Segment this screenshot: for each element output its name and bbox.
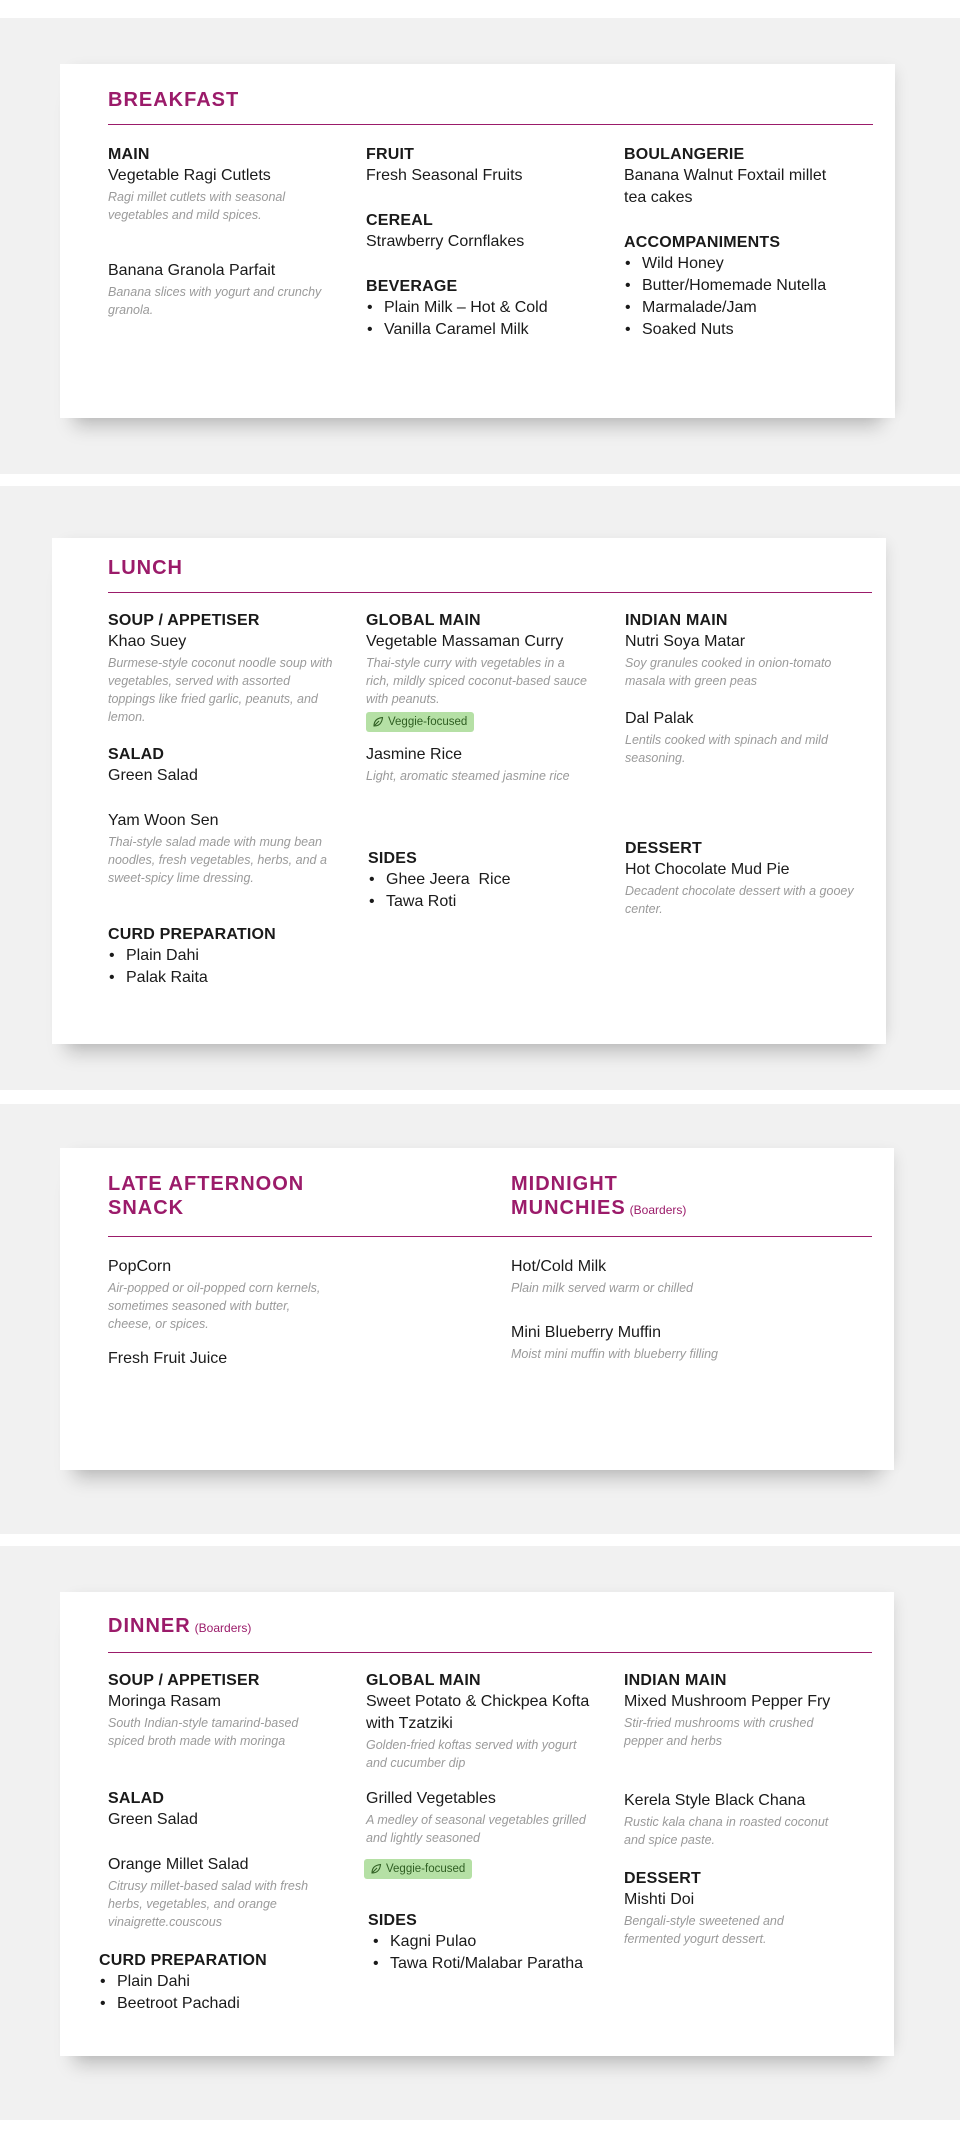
sides-list	[368, 869, 600, 913]
list-item: • Butter/Homemade Nutella	[624, 275, 849, 297]
dinner-soup-section	[108, 1670, 338, 1750]
breakfast-card	[60, 64, 895, 418]
badge-wrap	[366, 712, 598, 733]
menu-item-name: Nutri Soya Matar	[625, 633, 746, 650]
lunch-global-main-section	[366, 610, 598, 733]
dinner-subtitle: (Boarders)	[194, 1621, 252, 1635]
lunch-yam-woon-sen	[108, 810, 338, 887]
dinner-indian-main-section	[624, 1670, 850, 1750]
dinner-global-main-section	[366, 1670, 596, 1772]
menu-item-name: Banana Granola Parfait	[108, 262, 276, 279]
list-item: • Palak Raita	[108, 967, 338, 989]
menu-item-name: Mishti Doi	[624, 1891, 695, 1908]
section-heading: GLOBAL MAIN	[366, 1672, 481, 1689]
section-heading: SALAD	[108, 746, 165, 763]
menu-item-desc: Air-popped or oil-popped corn kernels, sometimes seasoned with butter, cheese, or spices.	[108, 1281, 321, 1331]
menu-item-name: Vegetable Ragi Cutlets	[108, 167, 271, 184]
menu-item-desc: Thai-style salad made with mung bean noodles, fresh vegetables, herbs, and a sweet-spicy lime dressing.	[108, 835, 327, 885]
section-heading: SALAD	[108, 1790, 165, 1807]
lunch-jasmine-rice	[366, 744, 598, 785]
menu-item-name: Yam Woon Sen	[108, 812, 219, 829]
breakfast-boulangerie-section	[624, 144, 849, 209]
list-item: • Plain Milk – Hot & Cold	[366, 297, 598, 319]
breakfast-main-section	[108, 144, 340, 224]
section-heading: ACCOMPANIMENTS	[624, 234, 781, 251]
curd-list	[108, 945, 338, 989]
menu-item-name: PopCorn	[108, 1258, 172, 1275]
menu-item-desc: Lentils cooked with spinach and mild seasoning.	[625, 733, 828, 765]
lunch-dal-palak	[625, 708, 865, 767]
menu-item-name: Fresh Fruit Juice	[108, 1350, 228, 1367]
midnight-title-line1: MIDNIGHT	[511, 1173, 618, 1195]
dinner-dessert-section	[624, 1868, 850, 1948]
menu-item-desc: Soy granules cooked in onion-tomato masala with green peas	[625, 656, 832, 688]
list-item: • Plain Dahi	[99, 1971, 339, 1993]
menu-item-name: Mini Blueberry Muffin	[511, 1324, 661, 1341]
menu-item-desc: Bengali-style sweetened and fermented yogurt dessert.	[624, 1914, 784, 1946]
menu-item-desc: Burmese-style coconut noodle soup with vegetables, served with assorted toppings like fried garlic, peanuts, and lemon.	[108, 656, 333, 724]
menu-item-desc: Stir-fried mushrooms with crushed pepper and herbs	[624, 1716, 814, 1748]
dinner-salad-section	[108, 1788, 338, 1831]
section-heading: GLOBAL MAIN	[366, 612, 481, 629]
dinner-sides-section	[368, 1910, 598, 1975]
menu-item-desc: Light, aromatic steamed jasmine rice	[366, 769, 570, 783]
menu-item-name: Banana Walnut Foxtail millet tea cakes	[624, 167, 827, 206]
list-item: • Tawa Roti/Malabar Paratha	[372, 1953, 598, 1975]
snack-title	[108, 1172, 304, 1220]
lunch-soup-section	[108, 610, 338, 726]
menu-item-name: Fresh Seasonal Fruits	[366, 167, 523, 184]
menu-item-desc: Citrusy millet-based salad with fresh herbs, vegetables, and orange vinaigrette.couscous	[108, 1879, 309, 1929]
menu-item-name: Khao Suey	[108, 633, 187, 650]
menu-item-desc: A medley of seasonal vegetables grilled and lightly seasoned	[366, 1813, 586, 1845]
list-item: • Wild Honey	[624, 253, 849, 275]
menu-item-desc: Rustic kala chana in roasted coconut and spice paste.	[624, 1815, 829, 1847]
list-item: • Kagni Pulao	[372, 1931, 598, 1953]
dinner-card	[60, 1592, 894, 2056]
list-item: • Vanilla Caramel Milk	[366, 319, 598, 341]
menu-item-desc: South Indian-style tamarind-based spiced broth made with moringa	[108, 1716, 299, 1748]
section-heading: DESSERT	[624, 1870, 701, 1887]
curd-list	[99, 1971, 339, 2015]
section-heading: FRUIT	[366, 146, 415, 163]
breakfast-fruit-section	[366, 144, 598, 187]
section-heading: DESSERT	[625, 840, 702, 857]
dinner-curd-section	[99, 1950, 339, 2015]
section-heading: CURD PREPARATION	[99, 1952, 267, 1969]
list-item: • Marmalade/Jam	[624, 297, 849, 319]
midnight-title-line2: MUNCHIES	[511, 1197, 626, 1219]
menu-item-name: Hot Chocolate Mud Pie	[625, 861, 790, 878]
menu-item-name: Kerela Style Black Chana	[624, 1792, 806, 1809]
menu-item-desc: Thai-style curry with vegetables in a rich, mildly spiced coconut-based sauce with peanuts.	[366, 656, 587, 706]
veggie-badge	[364, 1859, 472, 1879]
list-item: • Tawa Roti	[368, 891, 600, 913]
lunch-sides-section	[368, 848, 600, 913]
lunch-dessert-section	[625, 838, 865, 918]
lunch-title: LUNCH	[108, 557, 183, 579]
section-heading: MAIN	[108, 146, 150, 163]
leaf-icon	[372, 716, 384, 728]
breakfast-parfait	[108, 260, 340, 319]
accompaniments-list	[624, 253, 849, 341]
list-item: • Beetroot Pachadi	[99, 1993, 339, 2015]
badge-wrap	[364, 1859, 598, 1880]
snack-title-line1: LATE AFTERNOON	[108, 1173, 305, 1195]
menu-item-desc: Decadent chocolate dessert with a gooey center.	[625, 884, 854, 916]
menu-item-name: Green Salad	[108, 1811, 198, 1828]
section-heading: SIDES	[368, 1912, 418, 1929]
lunch-divider	[108, 592, 872, 593]
beverage-list	[366, 297, 598, 341]
section-heading: BOULANGERIE	[624, 146, 745, 163]
list-item: • Soaked Nuts	[624, 319, 849, 341]
menu-item-desc: Golden-fried koftas served with yogurt and cucumber dip	[366, 1738, 577, 1770]
breakfast-title: BREAKFAST	[108, 89, 240, 111]
menu-item-name: Orange Millet Salad	[108, 1856, 249, 1873]
section-heading: CEREAL	[366, 212, 433, 229]
menu-item-name: Moringa Rasam	[108, 1693, 221, 1710]
midnight-muffin	[511, 1322, 741, 1363]
snack-divider	[108, 1236, 872, 1237]
section-heading: BEVERAGE	[366, 278, 458, 295]
section-heading: CURD PREPARATION	[108, 926, 276, 943]
section-heading: INDIAN MAIN	[624, 1672, 727, 1689]
leaf-icon	[370, 1863, 382, 1875]
menu-item-name: Dal Palak	[625, 710, 694, 727]
list-item: • Plain Dahi	[108, 945, 338, 967]
menu-item-desc: Banana slices with yogurt and crunchy granola.	[108, 285, 322, 317]
menu-item-name: Green Salad	[108, 767, 198, 784]
menu-item-desc: Moist mini muffin with blueberry filling	[511, 1347, 719, 1361]
lunch-salad-section	[108, 744, 338, 787]
midnight-subtitle: (Boarders)	[629, 1203, 687, 1217]
snack-juice	[108, 1348, 328, 1370]
breakfast-accompaniments-section	[624, 232, 849, 341]
menu-item-name: Grilled Vegetables	[366, 1790, 496, 1807]
section-heading: SOUP / APPETISER	[108, 612, 260, 629]
menu-item-name: Sweet Potato & Chickpea Kofta with Tzatziki	[366, 1693, 590, 1732]
midnight-title	[511, 1172, 686, 1222]
menu-item-name: Hot/Cold Milk	[511, 1258, 607, 1275]
menu-item-desc: Plain milk served warm or chilled	[511, 1281, 694, 1295]
menu-item-desc: Ragi millet cutlets with seasonal vegetables and mild spices.	[108, 190, 286, 222]
menu-item-name: Strawberry Cornflakes	[366, 233, 525, 250]
dinner-kerala-chana	[624, 1790, 850, 1849]
dinner-orange-millet-salad	[108, 1854, 338, 1931]
midnight-milk	[511, 1256, 761, 1297]
lunch-card	[52, 538, 886, 1044]
menu-item-name: Jasmine Rice	[366, 746, 463, 763]
dinner-divider	[108, 1652, 872, 1653]
snack-title-line2: SNACK	[108, 1197, 185, 1219]
sides-list	[368, 1931, 598, 1975]
breakfast-divider	[108, 124, 873, 125]
section-heading: INDIAN MAIN	[625, 612, 728, 629]
menu-item-name: Vegetable Massaman Curry	[366, 633, 564, 650]
dinner-grilled-vegetables	[366, 1788, 598, 1880]
badge-label: Veggie-focused	[386, 1863, 466, 1875]
dinner-title-text: DINNER	[108, 1615, 191, 1637]
breakfast-beverage-section	[366, 276, 598, 341]
dinner-title	[108, 1614, 251, 1640]
breakfast-cereal-section	[366, 210, 598, 253]
snack-card	[60, 1148, 894, 1470]
list-item: • Ghee Jeera Rice	[368, 869, 600, 891]
veggie-badge	[366, 712, 474, 732]
lunch-indian-main-section	[625, 610, 865, 690]
menu-item-name: Mixed Mushroom Pepper Fry	[624, 1693, 831, 1710]
snack-popcorn	[108, 1256, 328, 1333]
badge-label: Veggie-focused	[388, 716, 468, 728]
lunch-curd-section	[108, 924, 338, 989]
section-heading: SIDES	[368, 850, 418, 867]
section-heading: SOUP / APPETISER	[108, 1672, 260, 1689]
